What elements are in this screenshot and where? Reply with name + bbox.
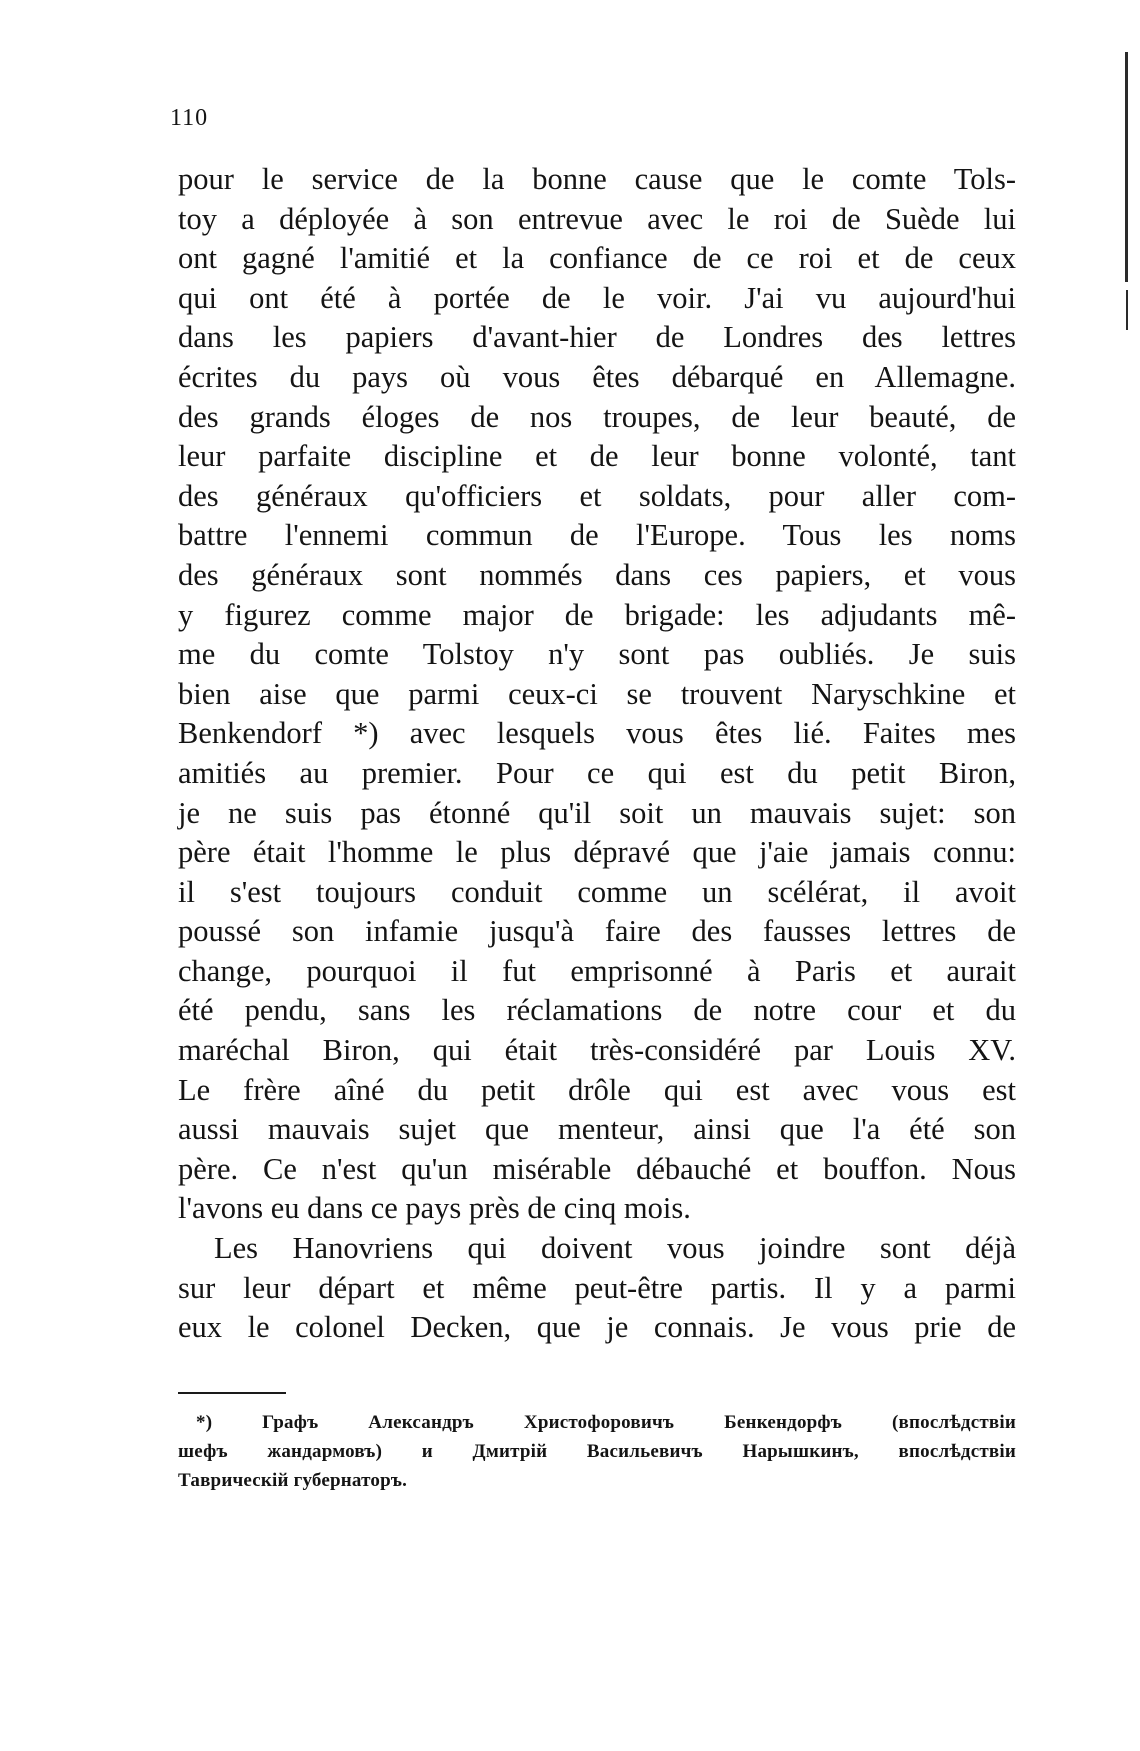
text-line: aussi mauvais sujet que menteur, ainsi que l'a été son [178, 1112, 1016, 1147]
text-line: qui ont été à portée de le voir. J'ai vu aujourd'hui [178, 280, 1016, 315]
text-line: écrites du pays où vous êtes débarqué en Allemagne. [178, 359, 1016, 394]
text-line: des généraux sont nommés dans ces papiers, et vous [178, 557, 1016, 592]
text-line: pour le service de la bonne cause que le comte Tols- [178, 162, 1016, 196]
text-line: dans les papiers d'avant-hier de Londres des lettres [178, 320, 1016, 355]
text-line: bien aise que parmi ceux-ci se trouvent Naryschkine et [178, 676, 1016, 711]
footnote-separator [178, 1392, 286, 1394]
text-line: père. Ce n'est qu'un misérable débauché et bouffon. Nous [178, 1151, 1016, 1186]
text-line: des grands éloges de nos troupes, de leur beauté, de [178, 399, 1016, 434]
footnote-line: *) Графъ Александръ Христофоровичъ Бенкендорфъ (впослѣдствіи [196, 1412, 1016, 1433]
scan-edge-mark [1126, 290, 1128, 330]
text-line: sur leur départ et même peut-être partis. Il y a parmi [178, 1270, 1016, 1305]
text-line: battre l'ennemi commun de l'Europe. Tous les noms [178, 518, 1016, 553]
footnote-line: шефъ жандармовъ) и Дмитрій Васильевичъ Нарышкинъ, впослѣдствіи [178, 1441, 1016, 1462]
scan-edge-mark [1125, 52, 1128, 282]
text-line: amitiés au premier. Pour ce qui est du petit Biron, [178, 755, 1016, 790]
text-line: eux le colonel Decken, que je connais. Je vous prie de [178, 1310, 1016, 1345]
main-text [178, 160, 1016, 1348]
text-line: je ne suis pas étonné qu'il soit un mauvais sujet: son [178, 795, 1016, 830]
text-line: ont gagné l'amitié et la confiance de ce roi et de ceux [178, 241, 1016, 276]
text-line: maréchal Biron, qui était très-considéré par Louis XV. [178, 1033, 1016, 1068]
text-line: me du comte Tolstoy n'y sont pas oubliés. Je suis [178, 637, 1016, 672]
text-line: Benkendorf *) avec lesquels vous êtes lié. Faites mes [178, 716, 1016, 751]
text-line: y figurez comme major de brigade: les adjudants mê- [178, 597, 1016, 632]
footnote-line: Таврическій губернаторъ. [178, 1470, 408, 1491]
text-line: Le frère aîné du petit drôle qui est avec vous est [178, 1072, 1016, 1107]
text-line: été pendu, sans les réclamations de notre cour et du [178, 993, 1016, 1028]
paragraph-end-line: l'avons eu dans ce pays près de cinq mois. [178, 1191, 691, 1226]
text-line: change, pourquoi il fut emprisonné à Paris et aurait [178, 953, 1016, 988]
text-line: il s'est toujours conduit comme un scélérat, il avoit [178, 874, 1016, 909]
text-line: leur parfaite discipline et de leur bonne volonté, tant [178, 439, 1016, 474]
text-line: poussé son infamie jusqu'à faire des fausses lettres de [178, 914, 1016, 949]
footnote [178, 1408, 1016, 1495]
text-line: toy a déployée à son entrevue avec le roi de Suède lui [178, 201, 1016, 236]
text-line: père était l'homme le plus dépravé que j'aie jamais connu: [178, 835, 1016, 870]
text-line: des généraux qu'officiers et soldats, pour aller com- [178, 478, 1016, 513]
page-number: 110 [170, 105, 209, 131]
paragraph-start-line: Les Hanovriens qui doivent vous joindre sont déjà [214, 1231, 1016, 1266]
